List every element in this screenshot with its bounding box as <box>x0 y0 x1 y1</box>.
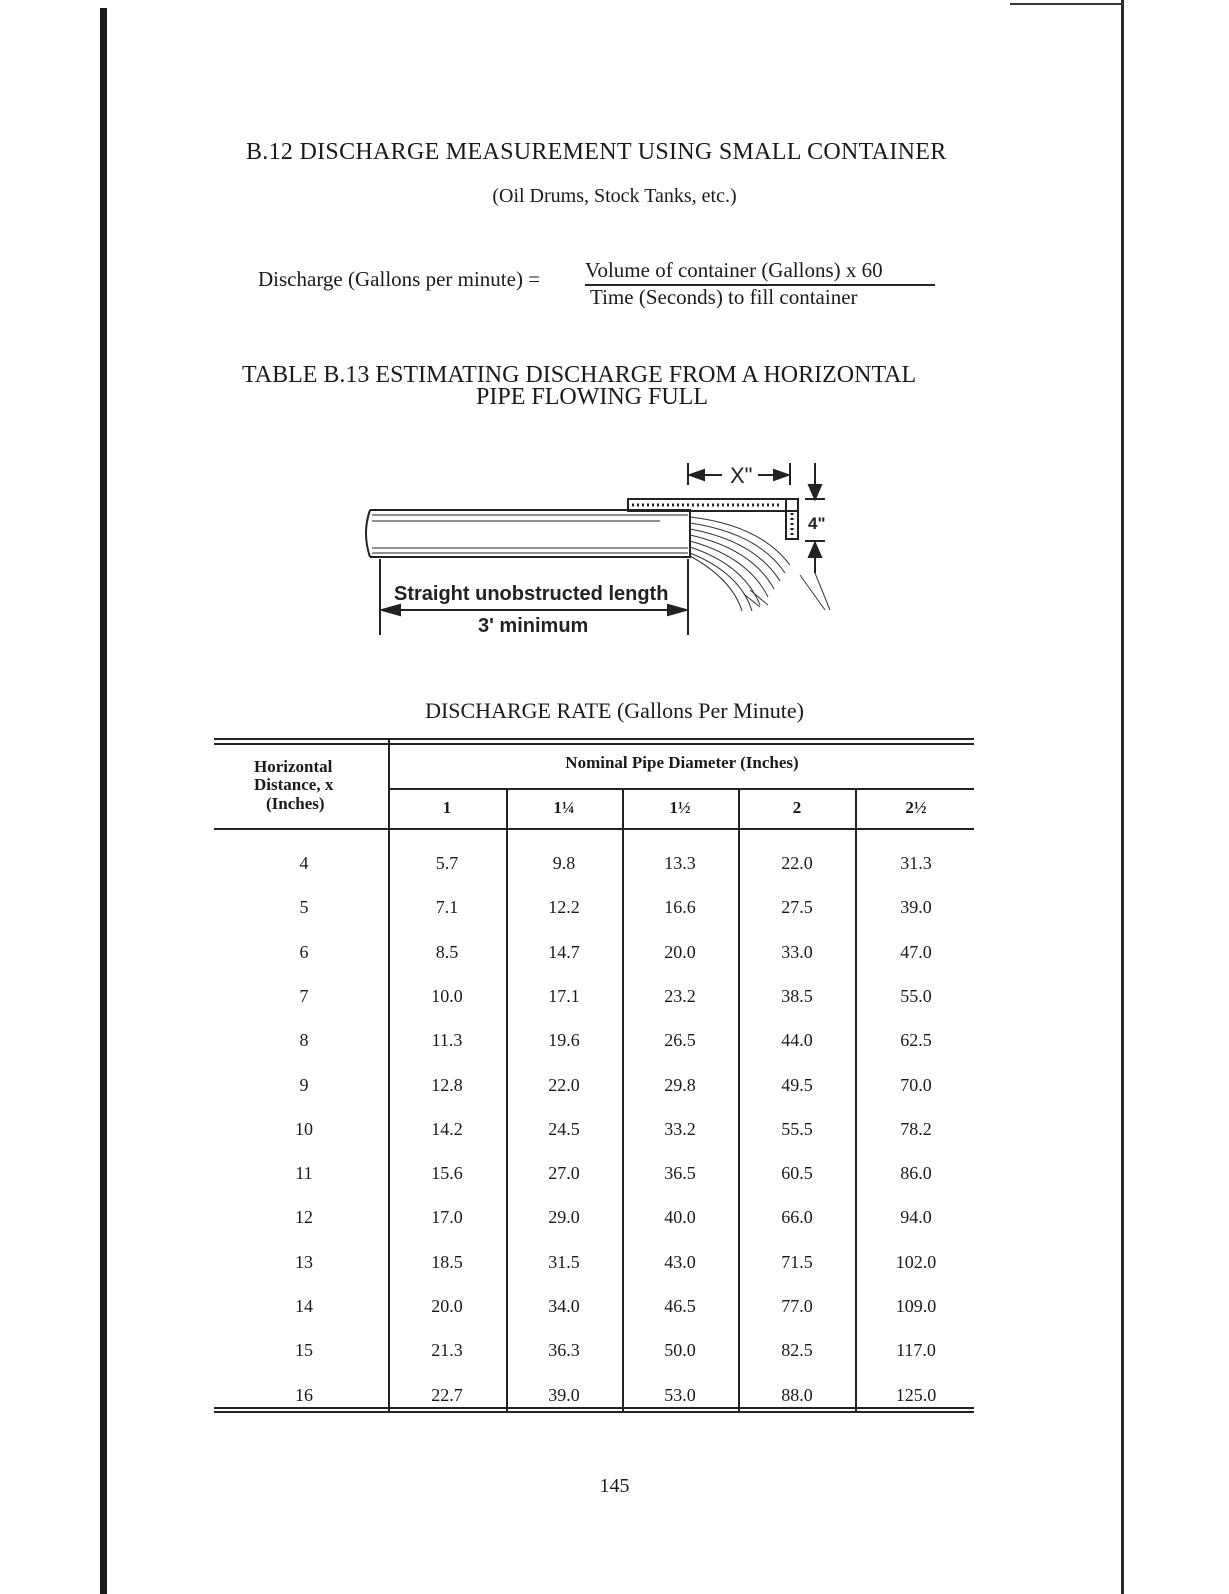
distance-cell: 7 <box>299 985 309 1006</box>
distance-cell: 16 <box>295 1384 313 1405</box>
column-divider <box>506 788 508 1411</box>
distance-cell: 13 <box>295 1251 313 1272</box>
discharge-cell: 43.0 <box>664 1251 696 1272</box>
row-header-line2: Distance, x <box>254 775 334 794</box>
discharge-cell: 82.5 <box>781 1340 813 1361</box>
discharge-cell: 31.3 <box>900 853 932 873</box>
length-label: Straight unobstructed length <box>394 583 669 605</box>
discharge-cell: 47.0 <box>900 941 932 962</box>
column-divider <box>388 738 390 1411</box>
discharge-cell: 55.0 <box>900 985 932 1006</box>
formula-numerator: Volume of container (Gallons) x 60 <box>585 258 883 282</box>
discharge-cell: 34.0 <box>548 1296 580 1316</box>
discharge-cell: 10.0 <box>431 985 463 1006</box>
discharge-cell: 12.2 <box>548 897 580 918</box>
discharge-cell: 102.0 <box>895 1251 937 1272</box>
discharge-cell: 86.0 <box>900 1163 932 1184</box>
discharge-cell: 12.8 <box>431 1074 463 1095</box>
column-divider <box>855 788 857 1411</box>
discharge-cell: 19.6 <box>548 1030 580 1051</box>
row-header-line3: (Inches) <box>266 794 325 813</box>
discharge-cell: 31.5 <box>548 1251 580 1272</box>
discharge-cell: 15.6 <box>431 1163 463 1184</box>
formula-left: Discharge (Gallons per minute) = <box>258 267 541 291</box>
discharge-cell: 17.1 <box>548 985 580 1006</box>
discharge-cell: 29.0 <box>548 1207 580 1228</box>
discharge-cell: 7.1 <box>435 897 459 918</box>
scan-border-top <box>1010 3 1124 5</box>
distance-cell: 12 <box>295 1207 313 1228</box>
discharge-cell: 77.0 <box>781 1296 813 1316</box>
table-top-rule <box>214 738 974 740</box>
scan-border-left <box>100 8 107 1594</box>
discharge-cell: 55.5 <box>781 1118 813 1139</box>
discharge-cell: 8.5 <box>435 941 459 962</box>
discharge-cell: 70.0 <box>900 1074 932 1095</box>
discharge-cell: 46.5 <box>664 1296 696 1316</box>
discharge-cell: 33.0 <box>781 941 813 962</box>
distance-cell: 10 <box>295 1118 313 1139</box>
discharge-cell: 9.8 <box>552 853 576 873</box>
discharge-cell: 44.0 <box>781 1030 813 1051</box>
discharge-cell: 14.2 <box>431 1118 463 1139</box>
distance-cell: 14 <box>295 1296 313 1316</box>
discharge-cell: 18.5 <box>431 1251 463 1272</box>
discharge-cell: 88.0 <box>781 1384 813 1405</box>
discharge-cell: 66.0 <box>781 1207 813 1228</box>
pipe <box>366 510 690 557</box>
scan-border-right <box>1121 0 1124 1594</box>
pipe-diagram <box>360 455 840 645</box>
distance-cell: 5 <box>299 897 309 918</box>
column-header: 1 <box>442 798 452 817</box>
formula-denominator: Time (Seconds) to fill container <box>590 285 858 309</box>
table-title-line2: PIPE FLOWING FULL <box>476 384 708 410</box>
discharge-cell: 11.3 <box>431 1030 463 1051</box>
discharge-cell: 27.5 <box>781 897 813 918</box>
discharge-cell: 50.0 <box>664 1340 696 1361</box>
discharge-cell: 21.3 <box>431 1340 463 1361</box>
distance-cell: 15 <box>295 1340 313 1361</box>
discharge-cell: 49.5 <box>781 1074 813 1095</box>
discharge-cell: 62.5 <box>900 1030 932 1051</box>
discharge-cell: 29.8 <box>664 1074 696 1095</box>
column-divider <box>738 788 740 1411</box>
x-label: X" <box>730 463 753 488</box>
measuring-ruler <box>628 499 798 539</box>
table-top-rule-double <box>214 743 974 745</box>
discharge-cell: 36.5 <box>664 1163 696 1184</box>
table-bottom-rule-double <box>214 1411 974 1413</box>
section-heading: B.12 DISCHARGE MEASUREMENT USING SMALL CONTAINER <box>246 139 947 165</box>
column-header: 1½ <box>669 798 691 817</box>
discharge-cell: 24.5 <box>548 1118 580 1139</box>
drop-label: 4" <box>808 514 826 533</box>
discharge-cell: 38.5 <box>781 985 813 1006</box>
group-header: Nominal Pipe Diameter (Inches) <box>565 753 799 772</box>
table-bottom-rule <box>214 1407 974 1409</box>
discharge-cell: 36.3 <box>548 1340 580 1361</box>
discharge-cell: 27.0 <box>548 1163 580 1184</box>
header-bottom-rule <box>214 828 974 830</box>
discharge-cell: 22.0 <box>548 1074 580 1095</box>
distance-cell: 6 <box>299 941 309 962</box>
discharge-cell: 125.0 <box>895 1384 937 1405</box>
column-header: 2 <box>792 798 802 817</box>
discharge-cell: 13.3 <box>664 853 696 873</box>
discharge-cell: 20.0 <box>431 1296 463 1316</box>
column-header: 1¼ <box>553 798 575 817</box>
distance-cell: 11 <box>295 1163 313 1184</box>
discharge-cell: 39.0 <box>548 1384 580 1405</box>
page-number: 145 <box>599 1475 630 1497</box>
discharge-cell: 39.0 <box>900 897 932 918</box>
discharge-cell: 78.2 <box>900 1118 932 1139</box>
table-title-line1: TABLE B.13 ESTIMATING DISCHARGE FROM A HORIZONTAL <box>242 362 917 388</box>
discharge-cell: 14.7 <box>548 941 580 962</box>
discharge-cell: 94.0 <box>900 1207 932 1228</box>
discharge-cell: 20.0 <box>664 941 696 962</box>
row-header-line1: Horizontal <box>254 757 333 776</box>
column-header: 2½ <box>905 798 927 817</box>
distance-cell: 4 <box>299 853 309 873</box>
discharge-cell: 40.0 <box>664 1207 696 1228</box>
column-divider <box>622 788 624 1411</box>
discharge-cell: 26.5 <box>664 1030 696 1051</box>
discharge-cell: 16.6 <box>664 897 696 918</box>
discharge-cell: 17.0 <box>431 1207 463 1228</box>
discharge-cell: 71.5 <box>781 1251 813 1272</box>
distance-cell: 9 <box>299 1074 309 1095</box>
discharge-cell: 109.0 <box>895 1296 937 1316</box>
discharge-cell: 5.7 <box>435 853 459 873</box>
discharge-cell: 23.2 <box>664 985 696 1006</box>
discharge-cell: 22.0 <box>781 853 813 873</box>
group-header-rule <box>390 788 974 790</box>
discharge-rate-title: DISCHARGE RATE (Gallons Per Minute) <box>425 698 804 723</box>
distance-cell: 8 <box>299 1030 309 1051</box>
discharge-cell: 60.5 <box>781 1163 813 1184</box>
discharge-cell: 117.0 <box>896 1340 936 1361</box>
section-subheading: (Oil Drums, Stock Tanks, etc.) <box>492 185 737 207</box>
discharge-cell: 33.2 <box>664 1118 696 1139</box>
discharge-cell: 22.7 <box>431 1384 463 1405</box>
discharge-cell: 53.0 <box>664 1384 696 1405</box>
discharge-table <box>214 738 974 1418</box>
minimum-label: 3' minimum <box>478 615 589 637</box>
